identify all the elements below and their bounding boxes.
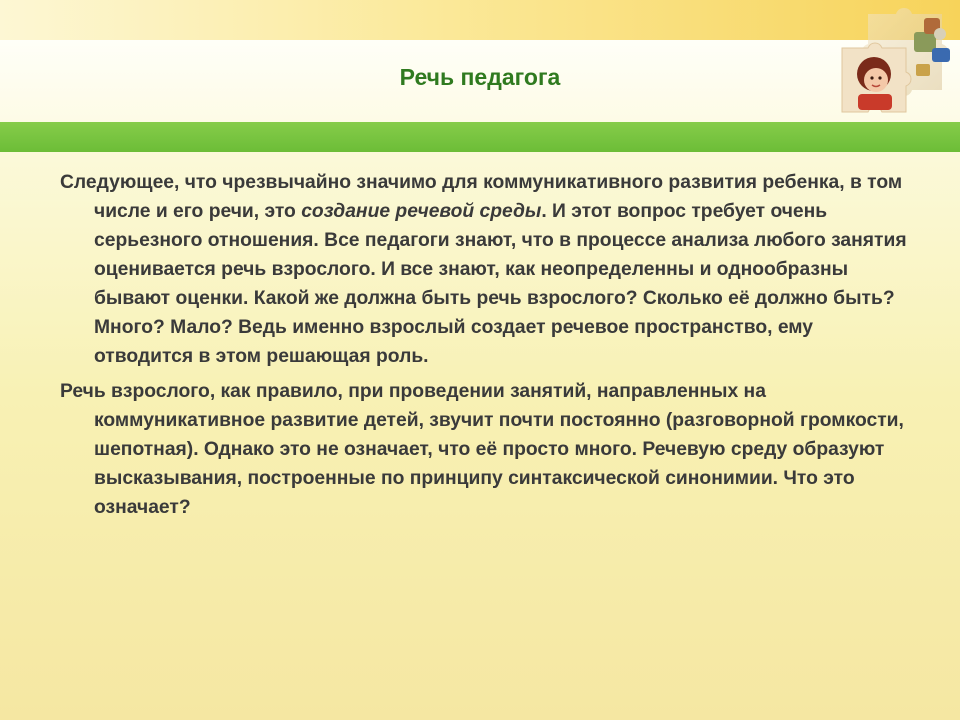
slide-title: Речь педагога bbox=[399, 64, 561, 90]
paragraph-1-text-after: . И этот вопрос требует очень серьезного отношения. Все педагоги знают, что в процессе анализа любого занятия оценивается речь взрослого. И все знают, как неопределенны и однообразны бывают оценки. Какой же должна быть речь взрослого? Сколько её должно быть? Много? Мало? Ведь именно взрослый создает речевое пространство, ему отводится в этом решающая роль. bbox=[94, 201, 907, 367]
paragraph-1-text-before: Следующее, что чрезвычайно значимо для коммуникативного развития ребенка, в том числе и его речи, это bbox=[60, 172, 903, 222]
green-divider-bar bbox=[0, 122, 960, 152]
paragraph-1-emphasis: создание речевой среды bbox=[301, 201, 542, 222]
body-paragraph-2: Речь взрослого, как правило, при проведении занятий, направленных на коммуникативное развитие детей, звучит почти постоянно (разговорной громкости, шепотная). Однако это не означает, что её просто много. Речевую среду образуют высказывания, построенные по принципу синтаксической синонимии. Что это означает? bbox=[60, 381, 904, 518]
slide-body bbox=[60, 168, 910, 528]
top-decor-band bbox=[0, 0, 960, 40]
body-paragraph-1 bbox=[60, 168, 910, 371]
